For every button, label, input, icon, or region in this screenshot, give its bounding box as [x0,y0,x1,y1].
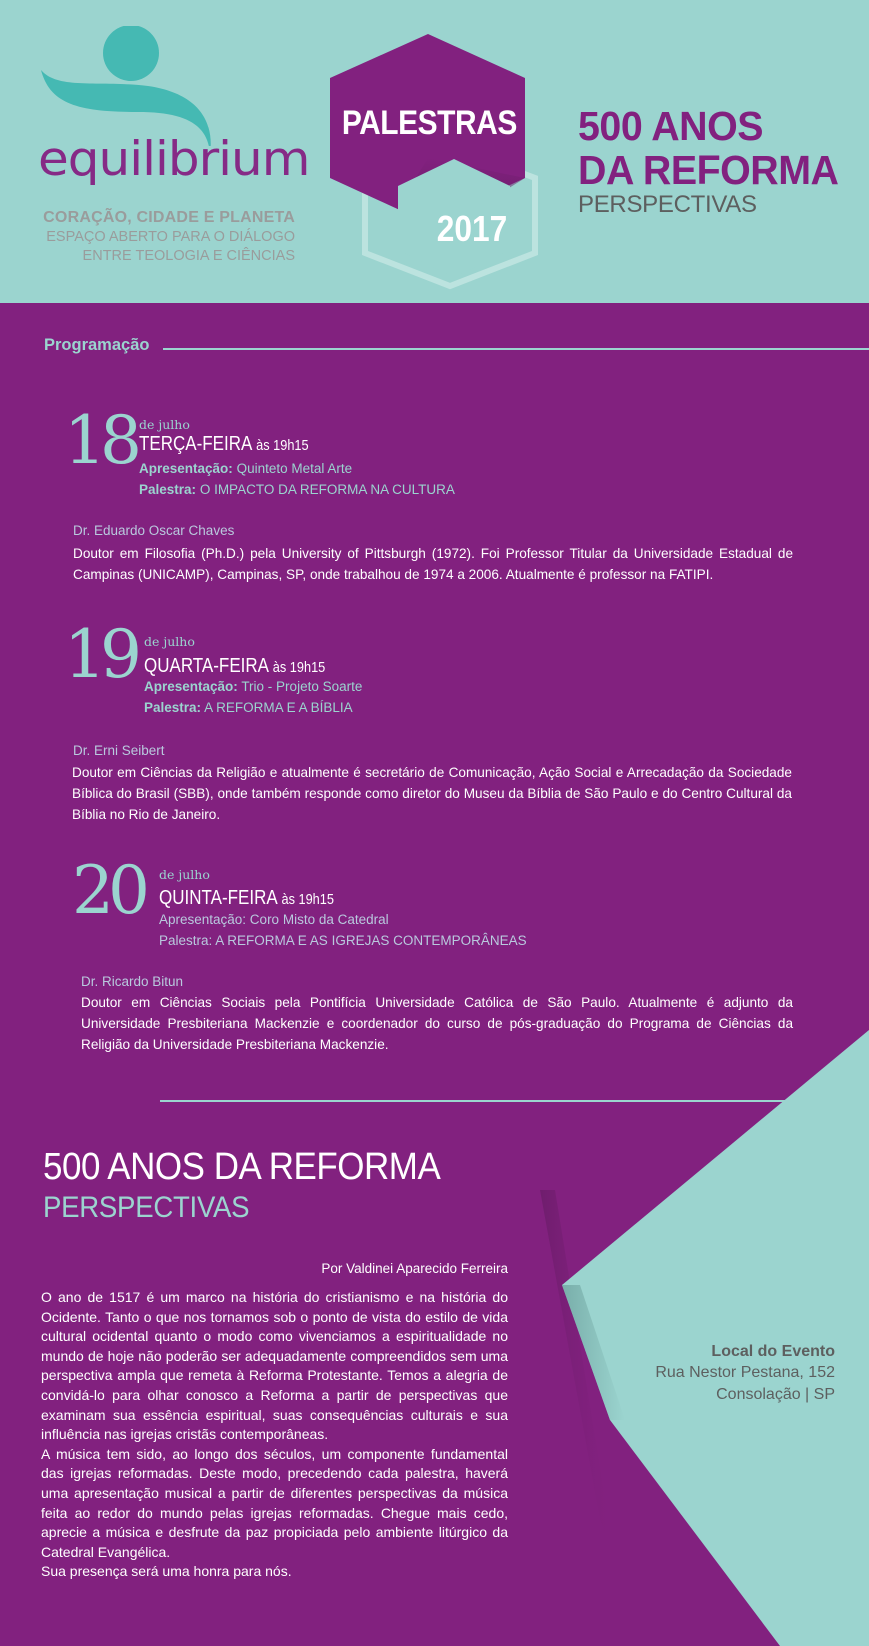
speaker-bio: Doutor em Ciências Sociais pela Pontifícia Universidade Católica de São Paulo. Atualmente é adjunto da Universidade Presbiteriana Mackenzie e coordenador do curso de pós-graduação do Programa de Ciências da Religião da Universidade Presbiteriana Mackenzie. [81,995,793,1052]
headline-line-1: 500 ANOS [578,103,764,149]
article-title: 500 ANOS DA REFORMA [43,1146,441,1188]
headline-line-2: DA REFORMA [578,147,839,193]
presentation-value: Quinteto Metal Arte [236,461,353,476]
event-lecture [144,698,353,718]
event-day: 19 [64,616,136,693]
logo-figure-icon [38,26,298,146]
logo-wordmark: equilibrium [38,131,310,187]
event-month: de julho [139,417,190,432]
presentation-label: Apresentação: [144,679,238,694]
article-divider [160,1100,798,1102]
lecture-value: A REFORMA E A BÍBLIA [204,700,353,715]
lecture-label: Palestra: [139,482,197,497]
weekday-text: QUINTA-FEIRA [159,887,277,909]
speaker-bio: Doutor em Filosofia (Ph.D.) pela University of Pittsburgh (1972). Foi Professor Titular da Universidade Estadual de Campinas (UNICAMP), Campinas, SP, onde trabalhou de 1974 a 2006. Atualmente é professor na FATIPI. [73,546,793,582]
tagline-line-3: ENTRE TEOLOGIA E CIÊNCIAS [82,248,295,264]
event-month: de julho [159,867,210,882]
event-presentation: Apresentação: Coro Misto da Catedral [159,912,389,927]
palestras-badge [330,28,550,290]
speaker-name: Dr. Erni Seibert [73,743,165,758]
header-banner [0,0,869,303]
program-label: Programação [44,336,150,354]
weekday-text: QUARTA-FEIRA [144,655,269,677]
event-lecture [139,480,455,500]
logo-tagline [43,208,295,266]
badge-year: 2017 [436,208,508,249]
event-month: de julho [144,634,195,649]
article-paragraph: A música tem sido, ao longo dos séculos, um componente fundamental das igrejas reformadas. Deste modo, precedendo cada palestra, haverá uma apresentação musical a partir de diferentes perspectivas da música feita ao redor do mundo pelas igrejas reformadas. Chegue mais cedo, aprecie a música e desfrute da paz propiciada pelo ambiente litúrgico da Catedral Evangélica. [41,1445,508,1560]
event-presentation [139,459,352,479]
event-weekday [144,655,325,679]
presentation-label: Apresentação: [139,461,233,476]
event-day: 20 [72,852,144,929]
event-weekday [159,887,334,911]
lecture-label: Palestra: [144,700,202,715]
badge-title: PALESTRAS [341,104,517,142]
hexagon-badge-icon [330,28,550,290]
lecture-value: O IMPACTO DA REFORMA NA CULTURA [199,482,455,497]
headline [578,104,849,219]
event-time: às 19h15 [256,437,309,454]
speaker-name: Dr. Ricardo Bitun [81,974,184,989]
article-body [41,1288,508,1582]
presentation-value: Trio - Projeto Soarte [241,679,363,694]
venue-address: Rua Nestor Pestana, 152 [655,1364,835,1381]
event-lecture: Palestra: A REFORMA E AS IGREJAS CONTEMPORÂNEAS [159,933,527,948]
event-day: 18 [64,402,136,479]
event-time: às 19h15 [272,659,326,676]
article-byline: Por Valdinei Aparecido Ferreira [321,1261,508,1276]
event-time: às 19h15 [281,891,334,908]
tagline-line-1: CORAÇÃO, CIDADE E PLANETA [43,209,295,226]
event-weekday [139,433,309,457]
article-paragraph: O ano de 1517 é um marco na história do cristianismo e na história do Ocidente. Tanto o que nos tornamos sob o ponto de vista do estilo de vida cultural ocidental quanto o modo como vivenciamos a espiritualidade no mundo de hoje não poderão ser adequadamente compreendidos sem uma perspectiva ampla que remeta à Reforma Protestante. Temos a alegria de convidá-lo para olhar conosco a Reforma a partir de perspectivas que examinam sua essência espiritual, suas consequências culturais e sua influência nas igrejas cristãs contemporâneas. [41,1289,508,1443]
venue-info [655,1342,835,1406]
venue-title: Local do Evento [711,1343,835,1360]
venue-district: Consolação | SP [716,1386,835,1403]
tagline-line-2: ESPAÇO ABERTO PARA O DIÁLOGO [46,229,295,245]
article-paragraph: Sua presença será uma honra para nós. [41,1563,292,1580]
article-subtitle: PERSPECTIVAS [43,1191,250,1224]
weekday-text: TERÇA-FEIRA [139,433,252,455]
headline-subtitle: PERSPECTIVAS [578,191,757,218]
speaker-name: Dr. Eduardo Oscar Chaves [73,523,235,538]
equilibrium-logo [38,26,310,206]
speaker-bio: Doutor em Ciências da Religião e atualmente é secretário de Comunicação, Ação Social e Arrecadação da Sociedade Bíblica do Brasil (SBB), onde também responde como diretor do Museu da Bíblia de São Paulo e do Centro Cultural da Bíblia no Rio de Janeiro. [72,765,792,822]
program-divider [163,348,869,350]
event-presentation [144,677,362,697]
